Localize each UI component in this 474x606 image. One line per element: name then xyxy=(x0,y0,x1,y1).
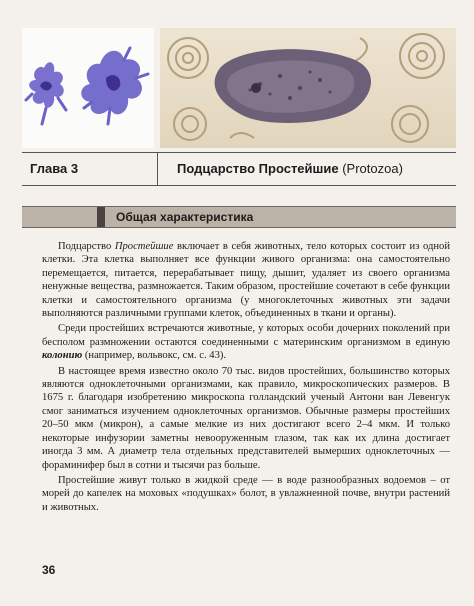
paragraph-4: Простейшие живут только в жидкой среде — в воде разнообразных водоемов – от морей до капелек на моховых «подушках» болот, в увлажненной почве, внутри растений и животных. xyxy=(42,474,450,513)
chapter-header xyxy=(22,152,456,186)
section-marker xyxy=(97,207,105,227)
term-colony: колонию xyxy=(42,350,83,362)
body-text xyxy=(42,240,450,516)
foraminifera-illustration xyxy=(160,28,456,148)
page-number: 36 xyxy=(42,563,56,577)
section-title: Общая характеристика xyxy=(116,210,254,224)
paragraph-3: В настоящее время известно около 70 тыс. видов простейших, большинство которых являются одноклеточными организмами, как правило, микроскопических размеров. В 1675 г. благодаря изобретению микроскопа голландский ученый Антони ван Левенгук смог заниматься изучением одноклеточных организмов. Обычные размеры простейших 20–50 мкм (микрон), а самые мелкие из них достигают всего 2–4 мкм. И только некоторые инфузории заметны невооруженным глазом, так как их длина достигает иногда 3 мм. А диаметр тела отдельных представителей вымерших одноклеточных — фораминифер был в сотни и тысячи раз больше. xyxy=(42,365,450,471)
chapter-top-rule xyxy=(22,152,456,153)
chapter-title-main: Подцарство Простейшие xyxy=(177,161,339,176)
chapter-bottom-rule xyxy=(22,185,456,186)
paragraph-1: Подцарство Простейшие включает в себя животных, тело которых состоит из одной клетки. Эта клетка выполняет все функции живого организма: она самостоятельно перемещается, питается, перерабатывает пищу, дышит, удаляет из своего организма ненужные вещества, размножается. Таким образом, простейшие сочетают в себе функции клетки и самостоятельного организма (у многоклеточных животных эти задачи выполняются различными группами клеток, объединенных в ткани и органы). xyxy=(42,241,450,320)
chapter-label: Глава 3 xyxy=(30,161,79,176)
amoeba-image xyxy=(22,28,154,148)
section-header xyxy=(22,206,456,228)
term-protozoa: Простейшие xyxy=(114,241,174,252)
chapter-title xyxy=(177,161,403,176)
amoeba-illustration xyxy=(22,28,154,148)
chapter-title-latin: (Protozoa) xyxy=(342,161,403,176)
paragraph-2: Среди простейших встречаются животные, у которых особи дочерних поколений при бесполом размножении остаются соединенными с материнским организмом в единую колонию (например, вольвокс, см. с. 43). xyxy=(42,323,450,362)
fossil-shells-image xyxy=(160,28,456,148)
chapter-divider xyxy=(157,152,158,186)
